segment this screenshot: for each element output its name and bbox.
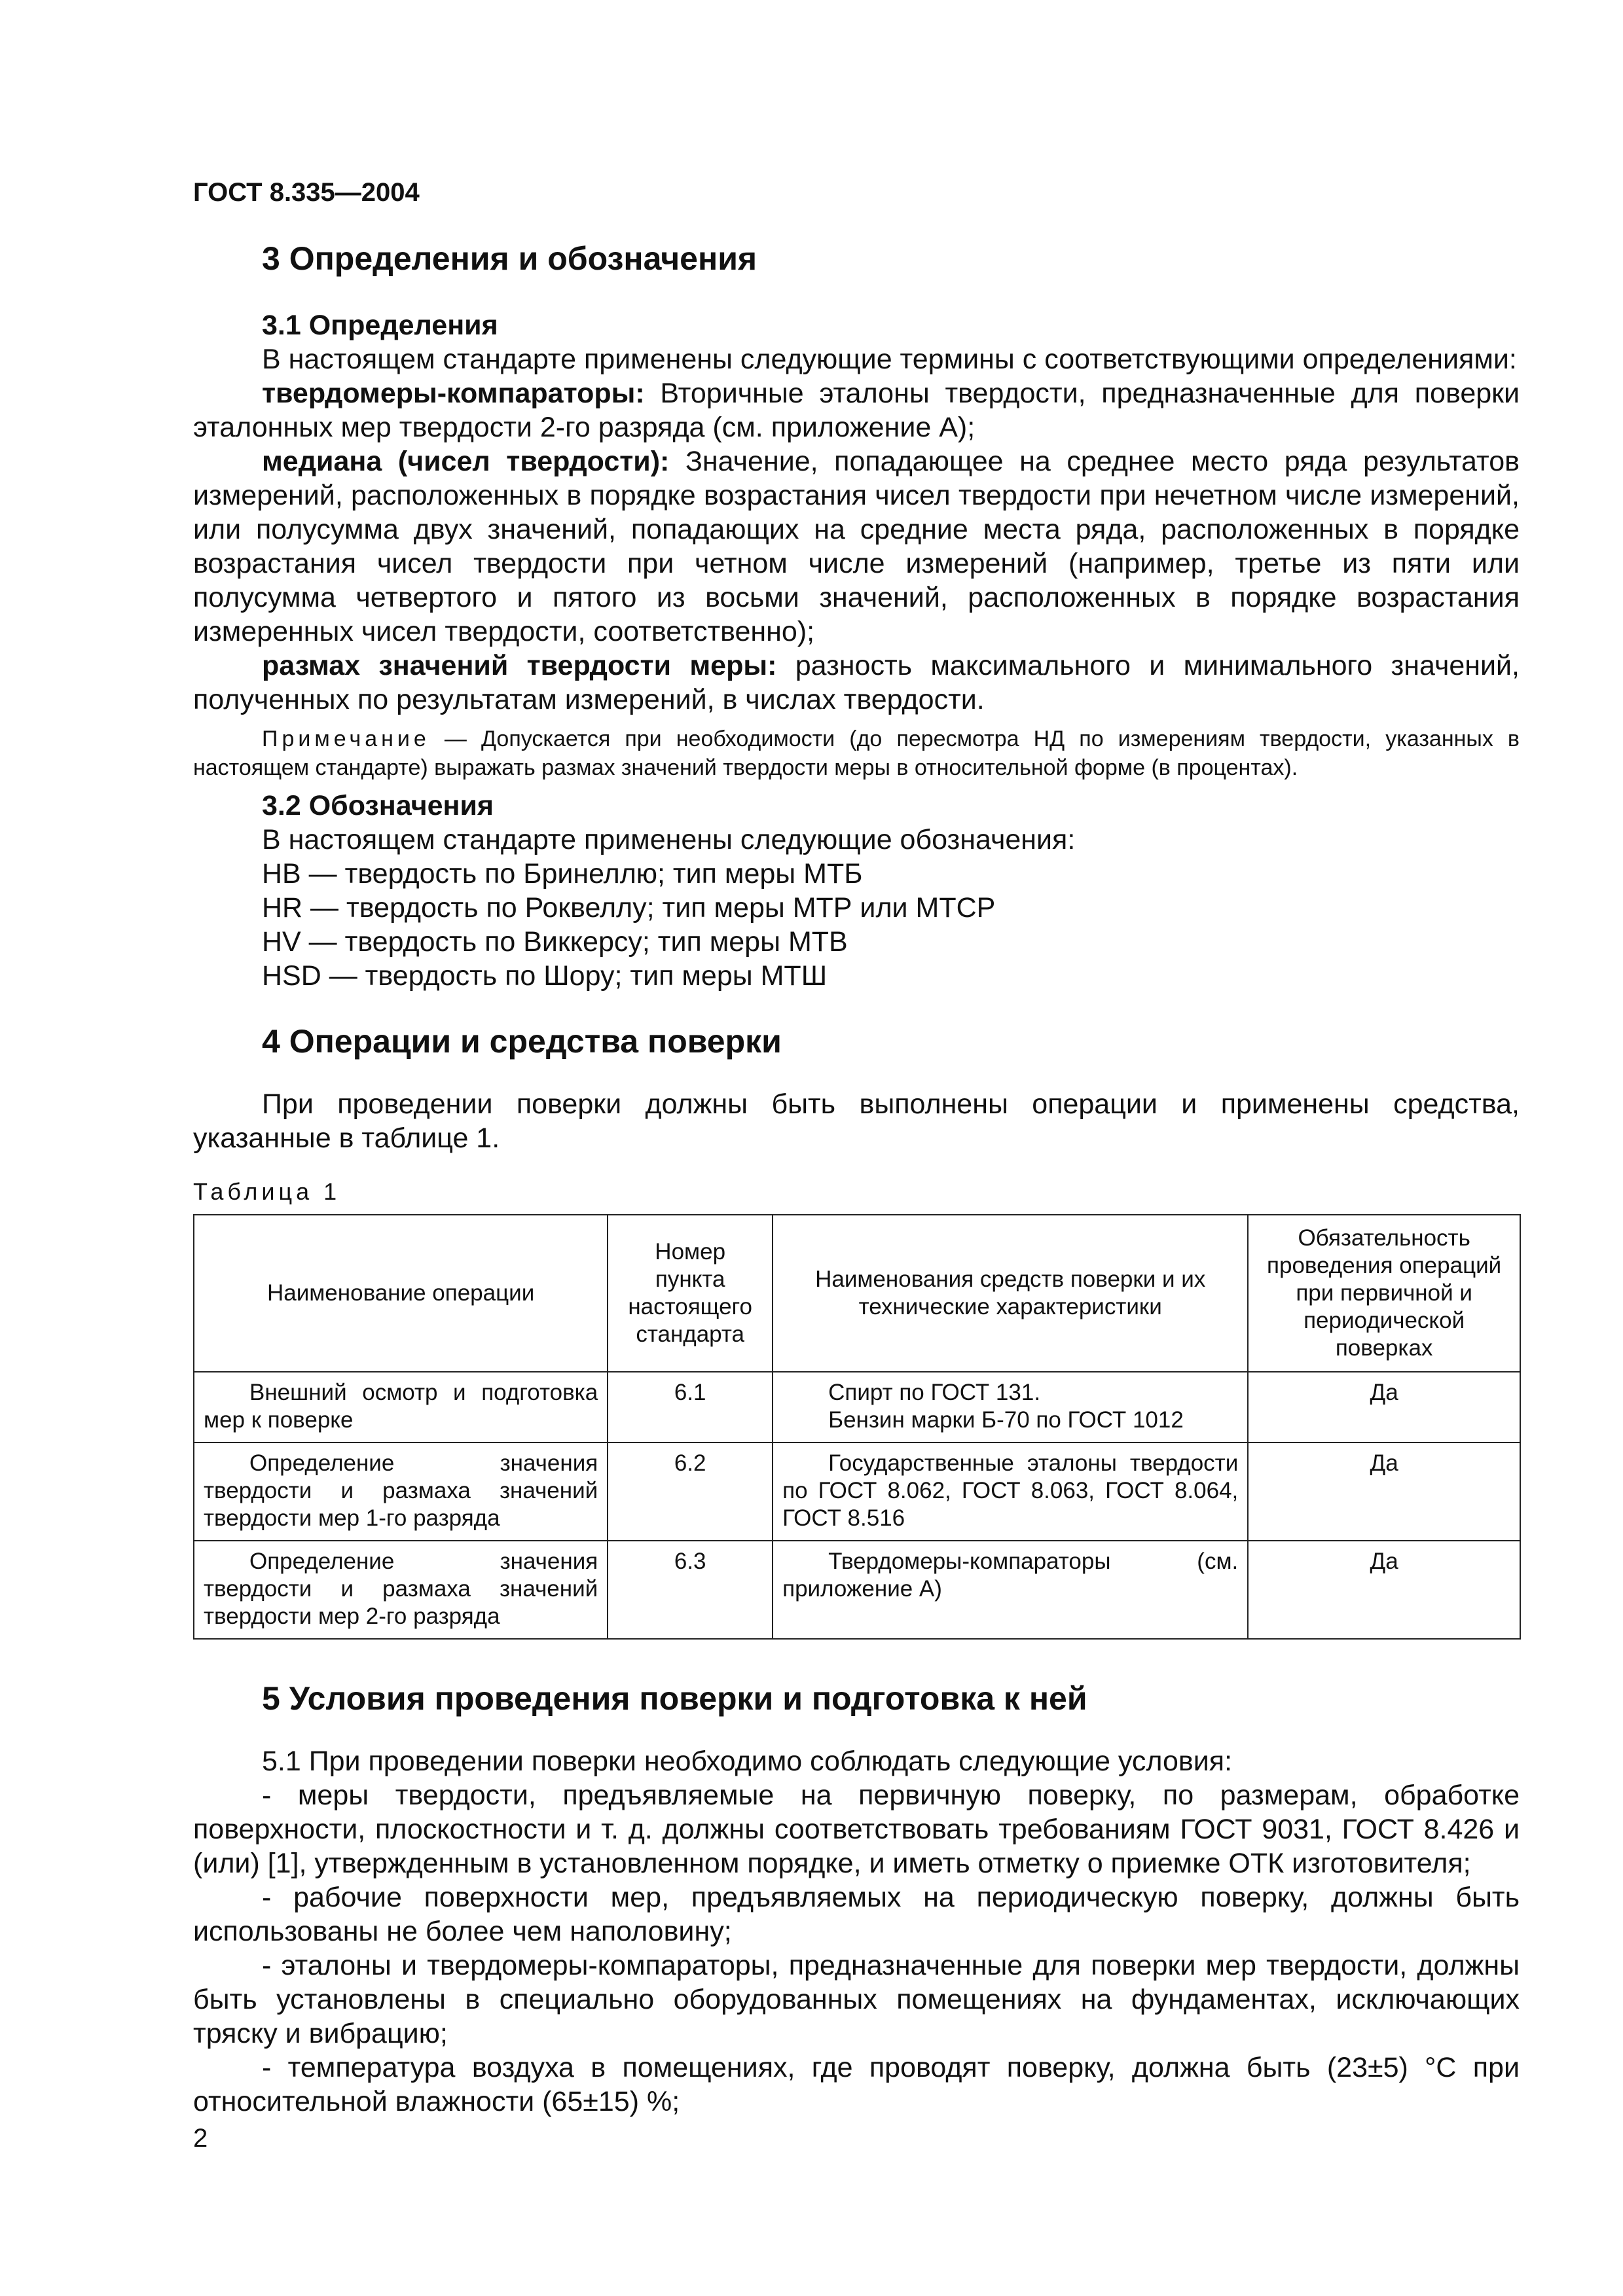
table-row: [194, 1541, 1520, 1639]
definition-median: [193, 444, 1520, 649]
cell-means: [773, 1372, 1248, 1443]
cell-required: Да: [1248, 1541, 1520, 1639]
table-caption: Таблица 1: [193, 1178, 341, 1205]
symbol-hsd: HSD — твердость по Шору; тип меры МТШ: [262, 960, 828, 992]
cell-required: Да: [1248, 1443, 1520, 1541]
header-clause-number: Номер пункта настоящего стандарта: [608, 1215, 773, 1372]
cell-operation: Определение значения твердости и размаха значений твердости мер 2-го разряда: [194, 1541, 608, 1639]
page-number: 2: [193, 2124, 208, 2153]
clause-5-1: 5.1 При проведении поверки необходимо соблюдать следующие условия:: [262, 1746, 1233, 1777]
note: [193, 725, 1520, 782]
cell-operation: Внешний осмотр и подготовка мер к поверке: [194, 1372, 608, 1443]
definitions-intro: В настоящем стандарте применены следующие термины с соответствующими определениями:: [262, 344, 1517, 375]
cell-means: Государственные эталоны твердости по ГОСТ 8.062, ГОСТ 8.063, ГОСТ 8.064, ГОСТ 8.516: [773, 1443, 1248, 1541]
note-text: — Допускается при необходимости (до пересмотра НД по измерениям твердости, указанных в настоящем стандарте) выражать размах значений твердости меры в относительной форме (в процентах).: [193, 726, 1520, 780]
condition-item: - рабочие поверхности мер, предъявляемых на периодическую поверку, должны быть использованы не более чем наполовину;: [193, 1882, 1520, 1947]
document-code: ГОСТ 8.335—2004: [193, 178, 420, 207]
symbol-hv: HV — твердость по Виккерсу; тип меры МТВ: [262, 926, 848, 958]
section-3-title: 3 Определения и обозначения: [262, 240, 757, 277]
header-operation: Наименование операции: [194, 1215, 608, 1372]
def-median: Значение, попадающее на среднее место ряда результатов измерений, расположенных в порядке возрастания чисел твердости при нечетном числе измерений, или полусумма двух значений, попадающих на средние места ряда, расположенных в порядке возрастания чисел твердости при четном числе измерений (например, третье из пяти или полусумма четвертого и пятого из восьми значений, расположенных в порядке возрастания измеренных чисел твердости, соответственно);: [193, 446, 1520, 647]
cell-required: Да: [1248, 1372, 1520, 1443]
term-range: размах значений твердости меры:: [262, 650, 777, 681]
table-row: [194, 1443, 1520, 1541]
table-header-row: [194, 1215, 1520, 1372]
section-5-title: 5 Условия проведения поверки и подготовка к ней: [262, 1680, 1087, 1717]
definition-comparators: [193, 376, 1520, 444]
header-means: Наименования средств поверки и их технические характеристики: [773, 1215, 1248, 1372]
symbols-intro: В настоящем стандарте применены следующие обозначения:: [262, 824, 1076, 855]
section-4-title: 4 Операции и средства поверки: [262, 1023, 782, 1060]
cell-number: 6.3: [608, 1541, 773, 1639]
means-line: Бензин марки Б-70 по ГОСТ 1012: [828, 1407, 1184, 1433]
definition-range: [193, 649, 1520, 717]
cell-number: 6.1: [608, 1372, 773, 1443]
cell-means: Твердомеры-компараторы (см. приложение А): [773, 1541, 1248, 1639]
means-line: Спирт по ГОСТ 131.: [828, 1380, 1041, 1405]
cell-operation: Определение значения твердости и размаха значений твердости мер 1-го разряда: [194, 1443, 608, 1541]
symbol-hb: HB — твердость по Бринеллю; тип меры МТБ: [262, 858, 863, 889]
subsection-3-1-title: 3.1 Определения: [262, 310, 498, 341]
symbol-hr: HR — твердость по Роквеллу; тип меры МТР или МТСР: [262, 892, 996, 924]
header-mandatory: Обязательность проведения операций при первичной и периодической поверках: [1248, 1215, 1520, 1372]
table-row: [194, 1372, 1520, 1443]
note-label: Примечание: [262, 726, 430, 751]
term-comparators: твердомеры-компараторы:: [262, 378, 645, 409]
def-range: разность максимального и минимального значений, полученных по результатам измерений, в числах твердости.: [193, 650, 1520, 715]
page-content: [193, 239, 1520, 2119]
condition-item: - эталоны и твердомеры-компараторы, предназначенные для поверки мер твердости, должны быть установлены в специально оборудованных помещениях на фундаментах, исключающих тряску и вибрацию;: [193, 1950, 1520, 2049]
cell-number: 6.2: [608, 1443, 773, 1541]
section-4-intro: При проведении поверки должны быть выполнены операции и применены средства, указанные в таблице 1.: [193, 1088, 1520, 1154]
table-1: [193, 1214, 1521, 1640]
subsection-3-2-title: 3.2 Обозначения: [262, 790, 494, 821]
condition-item: - меры твердости, предъявляемые на первичную поверку, по размерам, обработке поверхности, плоскостности и т. д. должны соответствовать требованиям ГОСТ 9031, ГОСТ 8.426 и (или) [1], утвержденным в установленном порядке, и иметь отметку о приемке ОТК изготовителя;: [193, 1780, 1520, 1879]
def-comparators: Вторичные эталоны твердости, предназначенные для поверки эталонных мер твердости 2-го разряда (см. приложение А);: [193, 378, 1520, 443]
condition-item: - температура воздуха в помещениях, где проводят поверку, должна быть (23±5) °С при относительной влажности (65±15) %;: [193, 2052, 1520, 2117]
term-median: медиана (чисел твердости):: [262, 446, 670, 477]
